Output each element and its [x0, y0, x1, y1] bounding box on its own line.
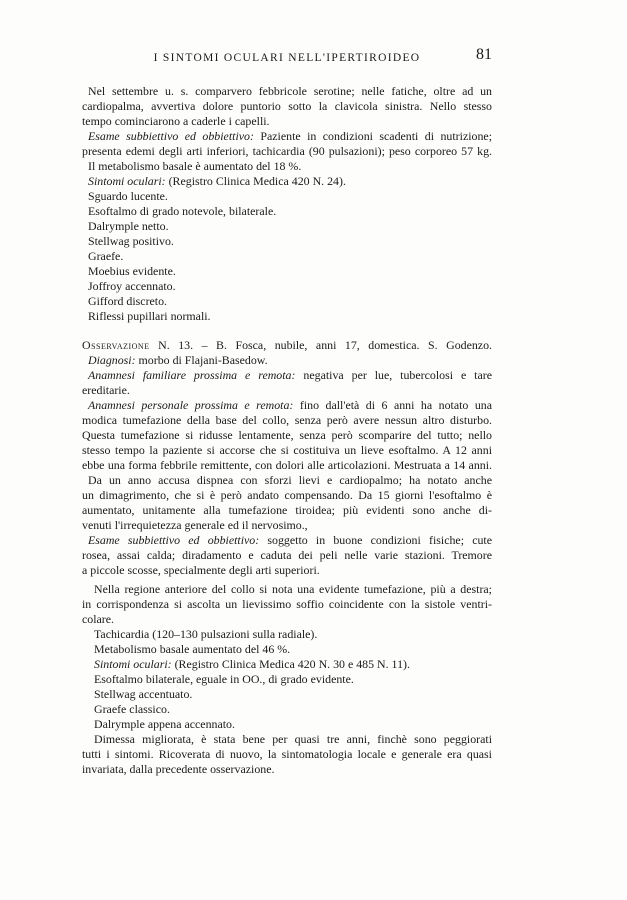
- metabolism-line: Metabolismo basale aumentato del 46 %.: [94, 642, 291, 656]
- symptom-item: Esoftalmo bilaterale, eguale in OO., di grado evidente.: [94, 672, 354, 686]
- exam-line: [82, 129, 492, 144]
- family-history-label: Anamnesi familiare prossima e remota:: [88, 368, 296, 382]
- paragraph-line: colare.: [82, 612, 115, 626]
- ocular-label: Sintomi oculari:: [94, 657, 172, 671]
- paragraph-line: cardiopalma, avvertiva dolore puntorio sotto la clavicola sinistra. Nello stesso: [82, 99, 492, 113]
- paragraph-line: tempo cominciarono a caderle i capelli.: [82, 114, 270, 128]
- diagnosis-label: Diagnosi:: [88, 353, 136, 367]
- ocular-heading: [82, 657, 492, 672]
- symptom-item: Stellwag accentuato.: [94, 687, 193, 701]
- symptom-item: Gifford discreto.: [88, 294, 168, 308]
- paragraph-line: in corrispondenza si ascolta un lievissimo soffio coincidente con la sistole ventri-: [82, 597, 492, 611]
- paragraph-line: presenta edemi degli arti inferiori, tachicardia (90 pulsazioni); peso corporeo 57 kg.: [82, 144, 492, 158]
- symptom-item: Riflessi pupillari normali.: [88, 309, 211, 323]
- exam-label: Esame subbiettivo ed obbiettivo:: [88, 129, 254, 143]
- metabolism-line: Il metabolismo basale è aumentato del 18 %.: [88, 159, 302, 173]
- exam-text: Paziente in condizioni scadenti di nutrizione;: [253, 129, 492, 143]
- symptom-item: Sguardo lucente.: [88, 189, 168, 203]
- ocular-heading: [82, 174, 492, 189]
- family-history-text: negativa per lue, tubercolosi e tare: [295, 368, 492, 382]
- exam-label: Esame subbiettivo ed obbiettivo:: [88, 533, 260, 547]
- paragraph-line: venuti l'irrequietezza generale ed il nervosimo.,: [82, 518, 308, 532]
- ocular-text: (Registro Clinica Medica 420 N. 30 e 485 N. 11).: [171, 657, 410, 671]
- paragraph-line: Nella regione anteriore del collo si nota una evidente tumefazione, più a destra;: [94, 582, 492, 596]
- case-heading-text: N. 13. – B. Fosca, nubile, anni 17, domestica. S. Godenzo.: [149, 338, 492, 352]
- symptom-item: Graefe classico.: [94, 702, 170, 716]
- paragraph-line: rosea, assai calda; diradamento e caduta dei peli nelle varie stazioni. Tremore: [82, 548, 492, 562]
- paragraph-line: Nel settembre u. s. comparvero febbricole serotine; nelle fatiche, oltre ad un: [88, 84, 492, 98]
- symptom-item: Graefe.: [88, 249, 124, 263]
- paragraph-line: ereditarie.: [82, 383, 130, 397]
- running-title: I SINTOMI OCULARI NELL'IPERTIROIDEO: [153, 52, 421, 64]
- exam-text: soggetto in buone condizioni fisiche; cute: [259, 533, 492, 547]
- paragraph-line: un dimagrimento, che si è però andato compensando. Da 15 giorni l'esoftalmo è: [82, 488, 492, 502]
- exam-line: [82, 533, 492, 548]
- symptom-item: Esoftalmo di grado notevole, bilaterale.: [88, 204, 277, 218]
- ocular-text: (Registro Clinica Medica 420 N. 24).: [165, 174, 346, 188]
- paragraph-line: ebbe una forma febbrile remittente, con dolori alle articolazioni. Mestruata a 14 anni.: [82, 458, 492, 472]
- paragraph-line: stesso tempo la paziente si accorse che si costituiva un lieve esoftalmo. A 12 anni: [82, 443, 492, 457]
- case-heading: [82, 338, 492, 353]
- paragraph-line: tutti i sintomi. Ricoverata di nuovo, la sintomatologia locale e generale era quasi: [82, 747, 492, 761]
- personal-history-label: Anamnesi personale prossima e remota:: [88, 398, 294, 412]
- personal-history-text: fino dall'età di 6 anni ha notato una: [293, 398, 492, 412]
- symptom-item: Dalrymple appena accennato.: [94, 717, 235, 731]
- page-number: 81: [476, 46, 492, 63]
- paragraph-line: Dimessa migliorata, è stata bene per quasi tre anni, finchè sono peggiorati: [94, 732, 492, 746]
- diagnosis-text: morbo di Flajani-Basedow.: [135, 353, 268, 367]
- page-body: [82, 84, 492, 777]
- tachycardia-line: Tachicardia (120–130 pulsazioni sulla radiale).: [94, 627, 318, 641]
- paragraph-line: modica tumefazione della base del collo, senza però avere nessun altro disturbo.: [82, 413, 492, 427]
- paragraph-line: Da un anno accusa dispnea con sforzi lievi e cardiopalmo; ha notato anche: [88, 473, 492, 487]
- symptom-item: Moebius evidente.: [88, 264, 176, 278]
- personal-history-line: [82, 398, 492, 413]
- diagnosis-line: [82, 353, 492, 368]
- ocular-label: Sintomi oculari:: [88, 174, 166, 188]
- page-header: [82, 46, 492, 72]
- symptom-item: Joffroy accennato.: [88, 279, 176, 293]
- section-gap: [82, 324, 492, 338]
- paragraph-line: a piccole scosse, specialmente degli arti superiori.: [82, 563, 320, 577]
- case-heading-label: Osservazione: [82, 338, 150, 352]
- family-history-line: [82, 368, 492, 383]
- paragraph-line: invariata, dalla precedente osservazione.: [82, 762, 275, 776]
- paragraph-line: aumentato, unitamente alla tumefazione tiroidea; più evidenti sono anche di-: [82, 503, 492, 517]
- symptom-item: Stellwag positivo.: [88, 234, 174, 248]
- paragraph-line: Questa tumefazione si ridusse lentamente, senza però scomparire del tutto; nello: [82, 428, 492, 442]
- symptom-item: Dalrymple netto.: [88, 219, 169, 233]
